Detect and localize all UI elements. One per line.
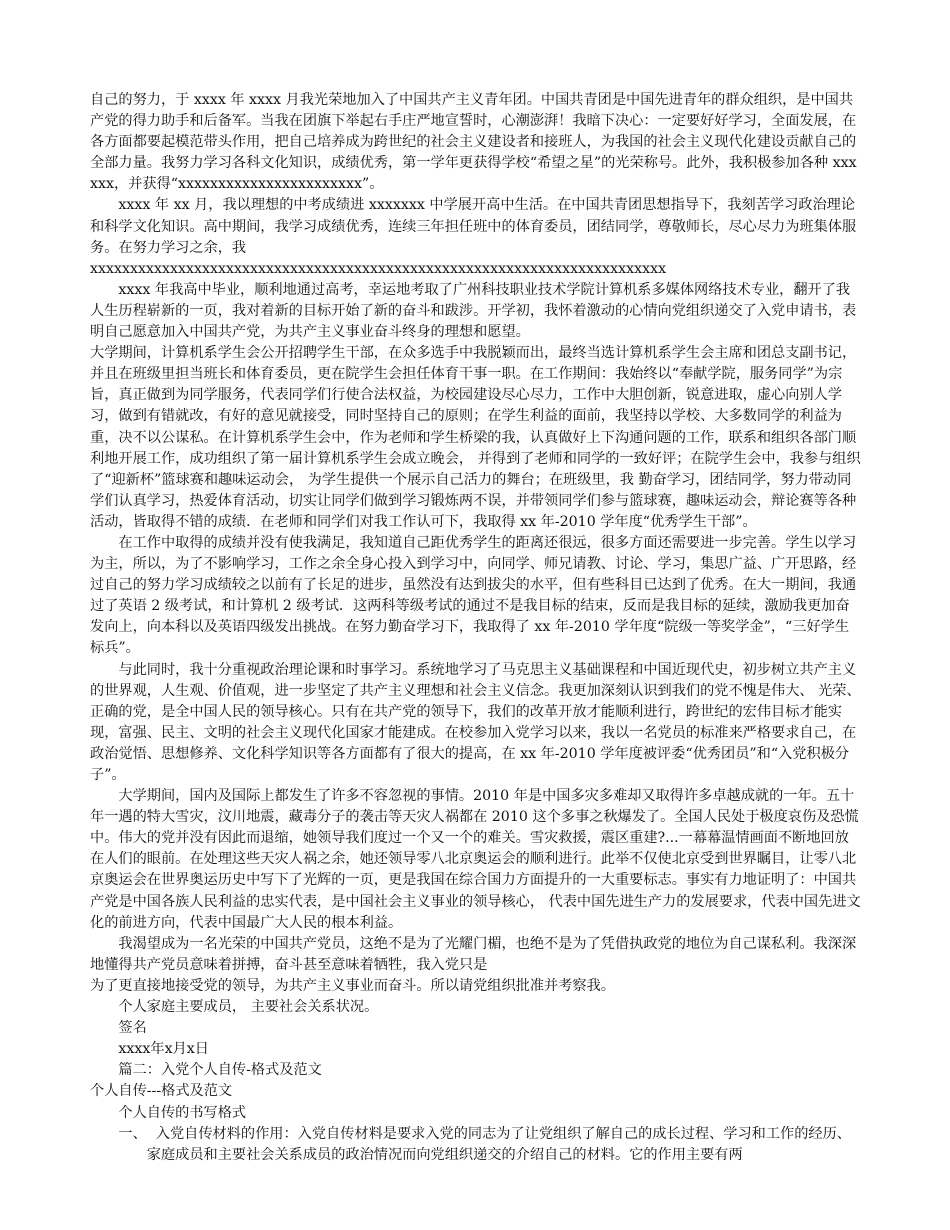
- paragraph-college-entry: xxxx 年我高中毕业，顺利地通过高考，幸运地考取了广州科技职业技术学院计算机系多媒体网络技术专业，翻开了我人生历程崭新的一页，我对着新的目标开始了新的奋斗和跋涉。开学初，我怀着激动的心情向党组织递交了入党申请书，表明自己愿意加入中国共产党，为共产主义事业奋斗终身的理想和愿望。: [90, 281, 857, 341]
- paragraph-placeholder-line: xxxxxxxxxxxxxxxxxxxxxxxxxxxxxxxxxxxxxxxxxxxxxxxxxxxxxxxxxxxxxxxxxxxxxxxx: [90, 260, 667, 277]
- autobiography-title: 个人自传---格式及范文: [90, 1083, 233, 1100]
- format-heading: 个人自传的书写格式: [118, 1104, 247, 1121]
- signature-label: 签名: [118, 1020, 147, 1037]
- paragraph-high-school: xxxx 年 xx 月，我以理想的中考成绩进 xxxxxxx 中学展开高中生活。在中国共青团思想指导下，我刻苦学习政治理论和科学文化知识。高中期间，我学习成绩优秀，连续三年担任班中的体育委员，团结同学，尊敬师长，尽心尽力为班集体服务。在努力学习之余，我: [90, 197, 857, 256]
- paragraph-youth-league: 自己的努力，于 xxxx 年 xxxx 月我光荣地加入了中国共产主义青年团。中国共青团是中国先进青年的群众组织，是中国共产党的得力助手和后备军。当我在团旗下举起右手庄严地宣誓时，心潮澎湃！我暗下决心：一定要好好学习，全面发展，在各方面都要起模范带头作用，把自己培养成为跨世纪的社会主义建设者和接班人，为我国的社会主义现代化建设贡献自己的全部力量。我努力学习各科文化知识，成绩优秀，第一学年更获得学校“希望之星”的光荣称号。此外，我积极参加各种 xxxxxx，并获得“xxxxxxxxxxxxxxxxxxxxxxx”。: [90, 92, 857, 193]
- paragraph-request-approval: 为了更直接地接受党的领导，为共产主义事业而奋斗。所以请党组织批准并考察我。: [90, 977, 615, 994]
- paragraph-national-events: 大学期间，国内及国际上都发生了许多不容忽视的事情。2010 年是中国多灾多难却又取得许多卓越成就的一年。五十年一遇的特大雪灾，汶川地震，藏毒分子的袭击等天灾人祸都在 2010 这个多事之秋爆发了。全国人民处于极度哀伤及恐慌中。伟大的党并没有因此而退缩，她领导我们度过一个又一个的难关。雪灾救援，震区重建?...一幕幕温情画面不断地回放在人们的眼前。在处理这些天灾人祸之余，她还领导零八北京奥运会的顺利进行。此举不仅使北京受到世界瞩目，让零八北京奥运会在世界奥运历史中写下了光辉的一页，更是我国在综合国力方面提升的一大重要标志。事实有力地证明了：中国共产党是中国各族人民利益的忠实代表，是中国社会主义事业的领导核心， 代表中国先进生产力的发展要求，代表中国先进文化的前进方向，代表中国最广大人民的根本利益。: [90, 788, 861, 931]
- paragraph-aspiration: 我渴望成为一名光荣的中国共产党员，这绝不是为了光耀门楣，也绝不是为了凭借执政党的地位为自己谋私利。我深深地懂得共产党员意味着拼搏，奋斗甚至意味着牺牲，我入党只是: [90, 935, 857, 973]
- paragraph-student-union: 大学期间，计算机系学生会公开招聘学生干部，在众多选手中我脱颖而出，最终当选计算机系学生会主席和团总支副书记，并且在班级里担当班长和体育委员，更在院学生会担任体育干事一职。在工作期间：我始终以“奉献学院，服务同学”为宗旨，真正做到为同学服务，代表同学们行使合法权益，为校园建设尽心尽力，工作中大胆创新，锐意进取，虚心向别人学习，做到有错就改，有好的意见就接受，同时坚持自己的原则；在学生利益的面前，我坚持以学校、大多数同学的利益为重，决不以公谋私。在计算机系学生会中，作为老师和学生桥梁的我，认真做好上下沟通问题的工作，联系和组织各部门顺利地开展工作，成功组织了第一届计算机系学生会成立晚会， 并得到了老师和同学的一致好评；在院学生会中，我参与组织了“迎新杯”篮球赛和趣味运动会， 为学生提供一个展示自己活力的舞台；在班级里，我 勤奋学习，团结同学，努力带动同学们认真学习，热爱体育活动，切实让同学们做到学习锻炼两不误，并带领同学们参与篮球赛，趣味运动会，辩论赛等各种活动，皆取得不错的成绩．在老师和同学们对我工作认可下，我取得 xx 年-2010 学年度“优秀学生干部”。: [90, 345, 861, 530]
- paragraph-political-theory: 与此同时，我十分重视政治理论课和时事学习。系统地学习了马克思主义基础课程和中国近现代史，初步树立共产主义的世界观，人生观、价值观，进一步坚定了共产主义理想和社会主义信念。我更加深刻认识到我们的党不愧是伟大、 光荣、正确的党，是全中国人民的领导核心。只有在共产党的领导下，我们的改革开放才能顺利进行，跨世纪的宏伟目标才能实现，富强、民主、文明的社会主义现代化国家才能建成。在校参加入党学习以来，我以一名党员的标准来严格要求自己，在政治觉悟、思想修养、文化科学知识等各方面都有了很大的提高，在 xx 年-2010 学年度被评委“优秀团员”和“入党积极分子”。: [90, 661, 861, 783]
- family-members-line: 个人家庭主要成员， 主要社会关系状况。: [118, 999, 379, 1016]
- item-one-purpose: 一、 入党自传材料的作用：入党自传材料是要求入党的同志为了让党组织了解自己的成长过程、学习和工作的经历、家庭成员和主要社会关系成员的政治情况而向党组织递交的介绍自己的材料。它的作用主要有两: [118, 1125, 851, 1163]
- section-two-heading: 篇二：入党个人自传-格式及范文: [118, 1062, 322, 1079]
- date-line: xxxx年x月x日: [118, 1041, 209, 1058]
- paragraph-study-progress: 在工作中取得的成绩并没有使我满足，我知道自己距优秀学生的距离还很远，很多方面还需要进一步完善。学生以学习为主，所以，为了不影响学习，工作之余全身心投入到学习中，向同学、师兄请教、讨论、学习，集思广益、广开思路，经过自己的努力学习成绩较之以前有了长足的进步，虽然没有达到拔尖的水平，但有些科目已达到了优秀。在大一期间，我通过了英语 2 级考试，和计算机 2 级考试．这两科等级考试的通过不是我目标的结束，反而是我目标的延续，激励我更加奋发向上，向本科以及英语四级发出挑战。在努力勤奋学习下，我取得了 xx 年-2010 学年度“院级一等奖学金”，“三好学生标兵”。: [90, 534, 857, 657]
